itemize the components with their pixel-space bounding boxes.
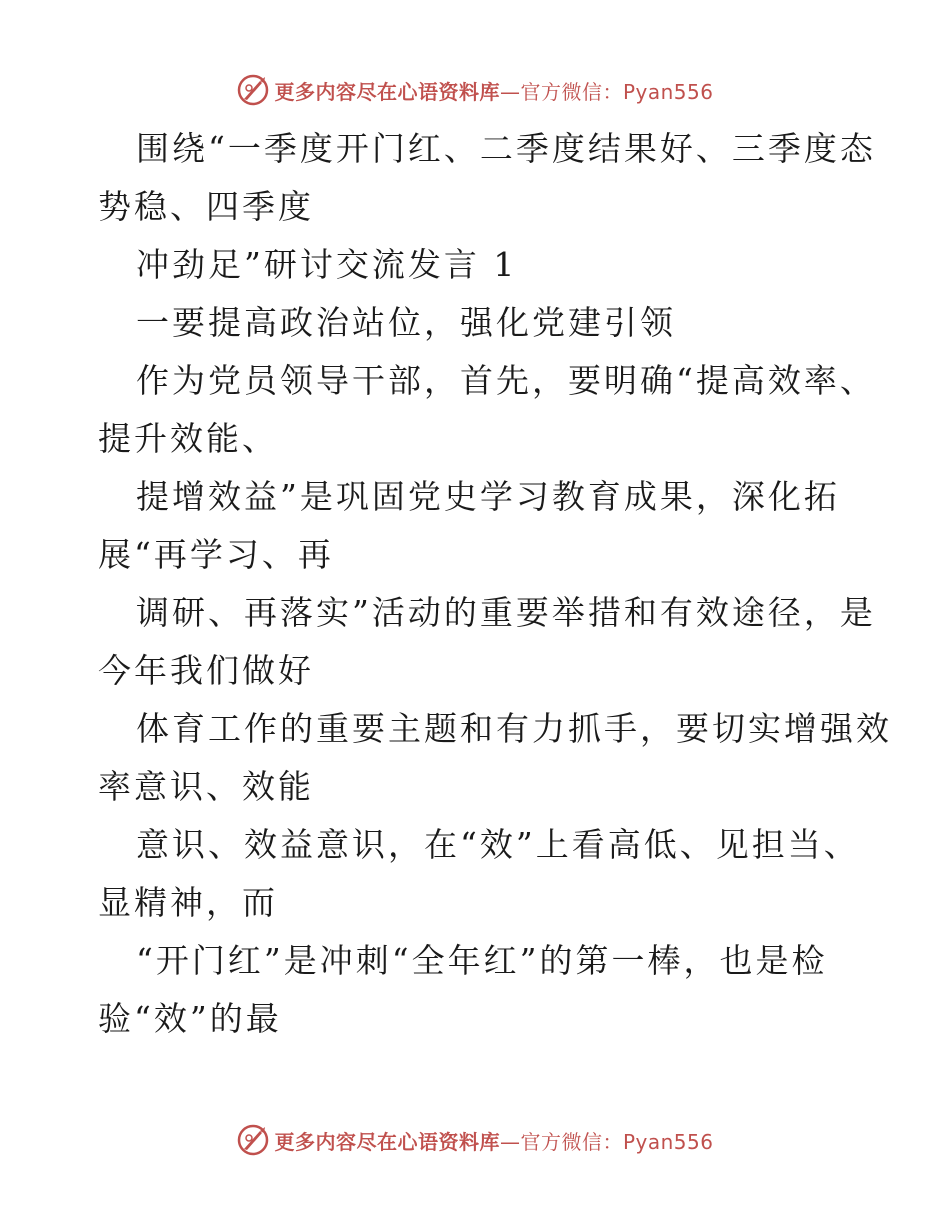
header-banner-wechat: 官方微信：Pyan556 [520, 79, 714, 104]
body-line: 率意识、效能 [98, 767, 314, 806]
body-line: 验“效”的最 [98, 999, 282, 1038]
header-banner-text [274, 76, 713, 105]
quill-logo-icon [236, 1123, 270, 1157]
header-banner [0, 70, 950, 110]
footer-banner-wechat: 官方微信：Pyan556 [520, 1129, 714, 1154]
footer-banner-sep: — [499, 1129, 521, 1154]
footer-banner [0, 1120, 950, 1160]
body-line: 一要提高政治站位，强化党建引领 [136, 303, 676, 342]
body-line: 围绕“一季度开门红、二季度结果好、三季度态 [136, 129, 876, 168]
body-line: 体育工作的重要主题和有力抓手，要切实增强效 [136, 709, 892, 748]
body-line: 冲劲足”研讨交流发言 1 [136, 245, 518, 284]
body-line: 意识、效益意识，在“效”上看高低、见担当、 [136, 825, 860, 864]
body-line: 展“再学习、再 [98, 535, 334, 574]
footer-banner-text [274, 1126, 713, 1155]
body-line: 作为党员领导干部，首先，要明确“提高效率、 [136, 361, 876, 400]
body-line: 显精神，而 [98, 883, 278, 922]
body-line: 势稳、四季度 [98, 187, 314, 226]
body-line: 提升效能、 [98, 419, 278, 458]
quill-logo-icon [236, 73, 270, 107]
body-line: 提增效益”是巩固党史学习教育成果，深化拓 [136, 477, 840, 516]
body-line: 调研、再落实”活动的重要举措和有效途径，是 [136, 593, 876, 632]
document-body [98, 120, 892, 1048]
body-line: “开门红”是冲刺“全年红”的第一棒，也是检 [136, 941, 828, 980]
header-banner-sep: — [499, 79, 521, 104]
header-banner-main: 更多内容尽在心语资料库 [274, 79, 500, 104]
footer-banner-main: 更多内容尽在心语资料库 [274, 1129, 500, 1154]
body-line: 今年我们做好 [98, 651, 314, 690]
